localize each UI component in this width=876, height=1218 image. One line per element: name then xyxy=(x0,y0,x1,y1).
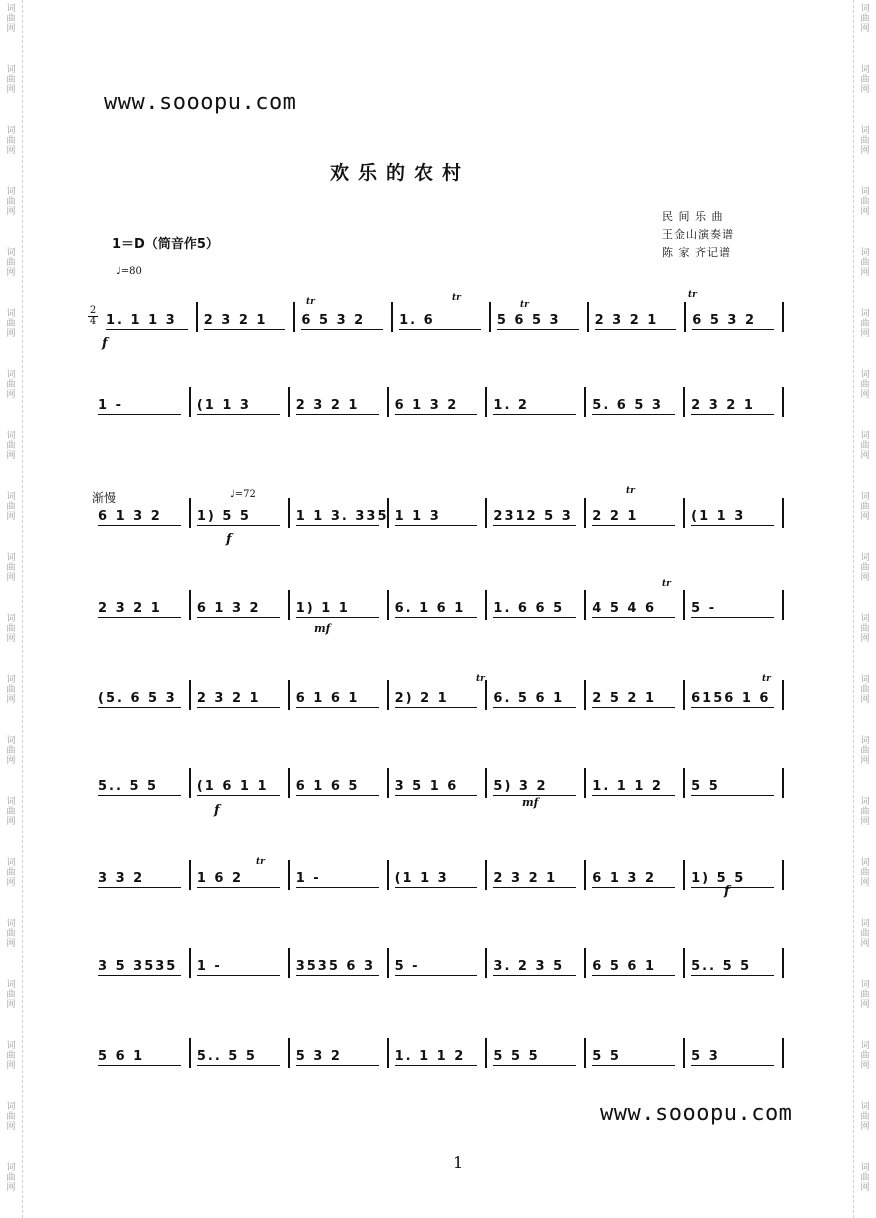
measure xyxy=(198,302,296,332)
measure xyxy=(191,498,290,528)
watermark-glyph: 词曲网 xyxy=(860,614,870,644)
beam-line xyxy=(301,329,383,330)
watermark-glyph: 词曲网 xyxy=(6,919,16,949)
beam-line xyxy=(197,617,280,618)
measure-notes: 3. 2 3 5 xyxy=(493,959,565,974)
beam-line xyxy=(296,617,379,618)
measure xyxy=(290,680,389,710)
watermark-glyph: 词曲网 xyxy=(860,4,870,34)
measure-notes: 1 1 3. 335 xyxy=(295,509,389,524)
measure xyxy=(92,498,191,528)
beam-line xyxy=(493,975,576,976)
measure-notes: 3 5 3535 xyxy=(98,959,178,974)
beam-line xyxy=(592,975,675,976)
beam-line xyxy=(98,414,181,415)
score-row xyxy=(88,948,784,982)
measure xyxy=(100,302,198,332)
beam-line xyxy=(197,525,280,526)
measure xyxy=(92,948,191,978)
measure-notes: 2 3 2 1 xyxy=(295,398,360,413)
measure xyxy=(290,948,389,978)
trill-mark: tr xyxy=(688,290,697,300)
measure xyxy=(685,590,784,620)
measure-notes: 2312 5 3 xyxy=(493,509,573,524)
trill-mark: tr xyxy=(662,579,671,589)
dynamic-forte: f xyxy=(226,532,232,547)
watermark-glyph: 词曲网 xyxy=(6,675,16,705)
measure xyxy=(92,387,191,417)
measure-notes: 6 5 3 2 xyxy=(301,313,366,328)
beam-line xyxy=(497,329,579,330)
right-watermark-strip xyxy=(853,0,876,1218)
measure-notes: 5.. 5 5 xyxy=(196,1049,257,1064)
measure xyxy=(290,768,389,798)
score-row xyxy=(88,498,784,532)
measure xyxy=(290,387,389,417)
measure xyxy=(191,1038,290,1068)
watermark-glyph: 词曲网 xyxy=(860,431,870,461)
measure xyxy=(586,768,685,798)
measure-notes: 1. 1 1 2 xyxy=(592,779,663,794)
score-row xyxy=(88,860,784,894)
watermark-glyph: 词曲网 xyxy=(6,1163,16,1193)
beam-line xyxy=(592,707,675,708)
beam-line xyxy=(592,887,675,888)
beam-line xyxy=(197,414,280,415)
measure-notes: 1 6 2 xyxy=(196,871,244,886)
beam-line xyxy=(296,525,379,526)
watermark-glyph: 词曲网 xyxy=(6,4,16,34)
watermark-glyph: 词曲网 xyxy=(6,736,16,766)
beam-line xyxy=(592,525,675,526)
measure-notes: 5.. 5 5 xyxy=(691,959,752,974)
measure xyxy=(290,590,389,620)
measure xyxy=(586,1038,685,1068)
site-url-top: www.sooopu.com xyxy=(104,90,297,115)
beam-line xyxy=(98,525,181,526)
measure xyxy=(685,387,784,417)
measure xyxy=(491,302,589,332)
beam-line xyxy=(395,887,478,888)
measure-notes: 1. 1 1 3 xyxy=(106,313,177,328)
measure xyxy=(686,302,784,332)
measure-notes: 5 5 xyxy=(691,779,720,794)
page-number: 1 xyxy=(453,1153,464,1172)
watermark-glyph: 词曲网 xyxy=(860,1163,870,1193)
measure-notes: 1 - xyxy=(295,871,321,886)
measure xyxy=(290,1038,389,1068)
measure-notes: 3535 6 3 xyxy=(295,959,376,974)
measure-notes: 1) 5 5 xyxy=(691,871,746,886)
measure xyxy=(685,860,784,890)
measure xyxy=(487,680,586,710)
measure xyxy=(487,768,586,798)
dynamic-mezzo-forte: mf xyxy=(522,796,539,809)
watermark-glyph: 词曲网 xyxy=(860,187,870,217)
watermark-glyph: 词曲网 xyxy=(860,492,870,522)
measure-notes: 2 2 1 xyxy=(592,509,639,524)
beam-line xyxy=(106,329,188,330)
watermark-glyph: 词曲网 xyxy=(860,858,870,888)
measure xyxy=(389,498,488,528)
beam-line xyxy=(197,1065,280,1066)
tempo-marking-second: ♩=72 xyxy=(230,489,256,500)
measure xyxy=(290,498,389,528)
watermark-glyph: 词曲网 xyxy=(860,675,870,705)
beam-line xyxy=(691,975,774,976)
measure-notes: 6 5 3 2 xyxy=(692,313,757,328)
measure xyxy=(191,948,290,978)
measure-notes: 5 5 5 xyxy=(493,1049,540,1064)
measure-notes: 5. 6 5 3 xyxy=(592,398,663,413)
measure-notes: 2 3 2 1 xyxy=(493,871,558,886)
measure xyxy=(92,768,191,798)
beam-line xyxy=(204,329,286,330)
measure xyxy=(389,590,488,620)
measure xyxy=(586,948,685,978)
measure-notes: 6 1 3 2 xyxy=(98,509,162,524)
measure-notes: (1 1 3 xyxy=(394,871,449,886)
watermark-glyph: 词曲网 xyxy=(6,248,16,278)
measure xyxy=(92,860,191,890)
measure-notes: (1 1 3 xyxy=(691,509,746,524)
measure xyxy=(389,387,488,417)
measure xyxy=(191,768,290,798)
dynamic-forte: f xyxy=(724,884,730,899)
beam-line xyxy=(493,525,576,526)
measure-notes: 1. 6 6 5 xyxy=(493,601,565,616)
watermark-glyph: 词曲网 xyxy=(6,370,16,400)
score-row xyxy=(88,1038,784,1072)
measure-notes: 3 3 2 xyxy=(98,871,145,886)
measure-notes: 5 - xyxy=(691,601,717,616)
page-title: 欢乐的农村 xyxy=(330,162,471,184)
measure xyxy=(586,590,685,620)
measure-notes: 1) 1 1 xyxy=(295,601,350,616)
measure xyxy=(685,768,784,798)
watermark-glyph: 词曲网 xyxy=(6,431,16,461)
measure xyxy=(393,302,491,332)
watermark-glyph: 词曲网 xyxy=(6,1102,16,1132)
beam-line xyxy=(691,617,774,618)
watermark-glyph: 词曲网 xyxy=(860,65,870,95)
measure xyxy=(487,860,586,890)
measure xyxy=(487,948,586,978)
measure xyxy=(586,680,685,710)
measure xyxy=(685,1038,784,1068)
trill-mark: tr xyxy=(452,293,461,303)
beam-line xyxy=(296,887,379,888)
beam-line xyxy=(395,414,478,415)
trill-mark: tr xyxy=(476,674,485,684)
watermark-glyph: 词曲网 xyxy=(860,126,870,156)
watermark-glyph: 词曲网 xyxy=(6,553,16,583)
measure-notes: 1. 6 xyxy=(399,313,435,328)
watermark-glyph: 词曲网 xyxy=(6,980,16,1010)
watermark-glyph: 词曲网 xyxy=(6,858,16,888)
time-signature xyxy=(88,306,98,327)
watermark-glyph: 词曲网 xyxy=(6,492,16,522)
beam-line xyxy=(691,887,774,888)
measure-notes: 1) 5 5 xyxy=(196,509,251,524)
beam-line xyxy=(493,617,576,618)
score-row xyxy=(88,590,784,624)
measure xyxy=(92,1038,191,1068)
watermark-glyph: 词曲网 xyxy=(860,736,870,766)
measure-notes: 6. 5 6 1 xyxy=(493,691,565,706)
watermark-glyph: 词曲网 xyxy=(860,553,870,583)
measure-notes: 1. 2 xyxy=(493,398,529,413)
measure-notes: 5) 3 2 xyxy=(493,779,548,794)
score-row xyxy=(88,768,784,802)
beam-line xyxy=(296,414,379,415)
measure-notes: 5 5 xyxy=(592,1049,621,1064)
watermark-glyph: 词曲网 xyxy=(6,187,16,217)
trill-mark: tr xyxy=(626,486,635,496)
watermark-glyph: 词曲网 xyxy=(860,309,870,339)
measure-notes: 6 1 3 2 xyxy=(394,398,459,413)
watermark-glyph: 词曲网 xyxy=(6,309,16,339)
beam-line xyxy=(595,329,677,330)
beam-line xyxy=(197,975,280,976)
beam-line xyxy=(691,525,774,526)
measure xyxy=(487,387,586,417)
dynamic-forte: f xyxy=(214,803,220,818)
watermark-glyph: 词曲网 xyxy=(6,65,16,95)
left-watermark-strip xyxy=(0,0,23,1218)
beam-line xyxy=(493,887,576,888)
beam-line xyxy=(692,329,774,330)
beam-line xyxy=(395,1065,478,1066)
beam-line xyxy=(592,795,675,796)
measure-notes: 1 - xyxy=(196,959,222,974)
beam-line xyxy=(691,414,774,415)
watermark-glyph: 词曲网 xyxy=(860,919,870,949)
measure-notes: 5 6 5 3 xyxy=(496,313,561,328)
trill-mark: tr xyxy=(520,300,529,310)
watermark-glyph: 词曲网 xyxy=(860,797,870,827)
watermark-glyph: 词曲网 xyxy=(860,370,870,400)
measure xyxy=(389,860,488,890)
credit-line: 王金山演奏谱 xyxy=(662,228,734,241)
beam-line xyxy=(197,887,280,888)
beam-line xyxy=(296,1065,379,1066)
measure-notes: 1 1 3 xyxy=(394,509,441,524)
watermark-glyph: 词曲网 xyxy=(6,126,16,156)
beam-line xyxy=(592,617,675,618)
measure-notes: 2 3 2 1 xyxy=(691,398,755,413)
beam-line xyxy=(399,329,481,330)
trill-mark: tr xyxy=(306,297,315,307)
measure-notes: 5 3 2 xyxy=(295,1049,342,1064)
score-row xyxy=(88,387,784,421)
beam-line xyxy=(691,1065,774,1066)
beam-line xyxy=(493,1065,576,1066)
beam-line xyxy=(395,707,478,708)
measure xyxy=(92,590,191,620)
watermark-glyph: 词曲网 xyxy=(860,980,870,1010)
measure-notes: (1 1 3 xyxy=(196,398,251,413)
watermark-glyph: 词曲网 xyxy=(860,248,870,278)
site-url-bottom: www.sooopu.com xyxy=(600,1101,793,1126)
measure xyxy=(191,387,290,417)
measure-notes: (1 6 1 1 xyxy=(196,779,269,794)
beam-line xyxy=(98,795,181,796)
measure-notes: 2 3 2 1 xyxy=(196,691,261,706)
measure-notes: 6 1 3 2 xyxy=(592,871,657,886)
score-row xyxy=(88,302,784,336)
measure xyxy=(589,302,687,332)
beam-line xyxy=(395,525,478,526)
beam-line xyxy=(296,795,379,796)
beam-line xyxy=(98,1065,181,1066)
measure-notes: 6. 1 6 1 xyxy=(394,601,466,616)
credit-line: 陈 家 齐记谱 xyxy=(662,246,731,259)
measure-notes: 6156 1 6 xyxy=(691,691,771,706)
beam-line xyxy=(197,795,280,796)
beam-line xyxy=(98,617,181,618)
dynamic-forte: f xyxy=(102,336,108,351)
beam-line xyxy=(395,975,478,976)
measure xyxy=(487,498,586,528)
beam-line xyxy=(691,707,774,708)
beam-line xyxy=(691,795,774,796)
measure-notes: 1. 1 1 2 xyxy=(394,1049,466,1064)
credits-block xyxy=(662,208,734,262)
measure-notes: (5. 6 5 3 xyxy=(98,691,177,706)
measure xyxy=(685,498,784,528)
beam-line xyxy=(296,975,379,976)
measure-notes: 6 1 3 2 xyxy=(196,601,261,616)
tempo-marking-first: ♩=80 xyxy=(116,266,142,277)
measure xyxy=(191,680,290,710)
beam-line xyxy=(493,414,576,415)
measure-notes: 5 6 1 xyxy=(98,1049,145,1064)
measure xyxy=(389,768,488,798)
beam-line xyxy=(296,707,379,708)
measure xyxy=(487,1038,586,1068)
measure-notes: 6 1 6 5 xyxy=(295,779,360,794)
beam-line xyxy=(98,975,181,976)
measure-notes: 2 3 2 1 xyxy=(203,313,268,328)
measure-notes: 2) 2 1 xyxy=(394,691,449,706)
measure xyxy=(586,498,685,528)
beam-line xyxy=(197,707,280,708)
key-signature: 1＝D（筒音作5） xyxy=(112,237,219,252)
trill-mark: tr xyxy=(256,857,265,867)
measure-notes: 2 5 2 1 xyxy=(592,691,657,706)
measure-notes: 5 - xyxy=(394,959,420,974)
time-signature-bottom: 4 xyxy=(89,316,97,327)
score-row xyxy=(88,680,784,714)
measure xyxy=(92,680,191,710)
beam-line xyxy=(395,795,478,796)
watermark-glyph: 词曲网 xyxy=(6,797,16,827)
trill-mark: tr xyxy=(762,674,771,684)
measure-notes: 3 5 1 6 xyxy=(394,779,459,794)
measure xyxy=(586,860,685,890)
measure-notes: 5.. 5 5 xyxy=(98,779,159,794)
beam-line xyxy=(98,707,181,708)
beam-line xyxy=(98,887,181,888)
time-signature-top: 2 xyxy=(89,305,97,316)
measure xyxy=(191,590,290,620)
measure-notes: 2 3 2 1 xyxy=(98,601,162,616)
dynamic-mezzo-forte: mf xyxy=(314,622,331,635)
measure-notes: 1 - xyxy=(98,398,123,413)
beam-line xyxy=(592,414,675,415)
slow-marking: 渐慢 xyxy=(92,491,117,505)
measure-notes: 5 3 xyxy=(691,1049,720,1064)
watermark-glyph: 词曲网 xyxy=(6,614,16,644)
measure-notes: 6 1 6 1 xyxy=(295,691,360,706)
measure xyxy=(487,590,586,620)
measure xyxy=(685,680,784,710)
credit-line: 民 间 乐 曲 xyxy=(662,210,724,223)
measure xyxy=(290,860,389,890)
measure xyxy=(586,387,685,417)
beam-line xyxy=(493,707,576,708)
measure xyxy=(389,948,488,978)
measure-notes: 2 3 2 1 xyxy=(594,313,659,328)
measure xyxy=(389,1038,488,1068)
measure-notes: 6 5 6 1 xyxy=(592,959,657,974)
watermark-glyph: 词曲网 xyxy=(6,1041,16,1071)
measure xyxy=(191,860,290,890)
beam-line xyxy=(592,1065,675,1066)
beam-line xyxy=(395,617,478,618)
measure xyxy=(685,948,784,978)
measure xyxy=(389,680,488,710)
watermark-glyph: 词曲网 xyxy=(860,1041,870,1071)
watermark-glyph: 词曲网 xyxy=(860,1102,870,1132)
measure-notes: 4 5 4 6 xyxy=(592,601,657,616)
